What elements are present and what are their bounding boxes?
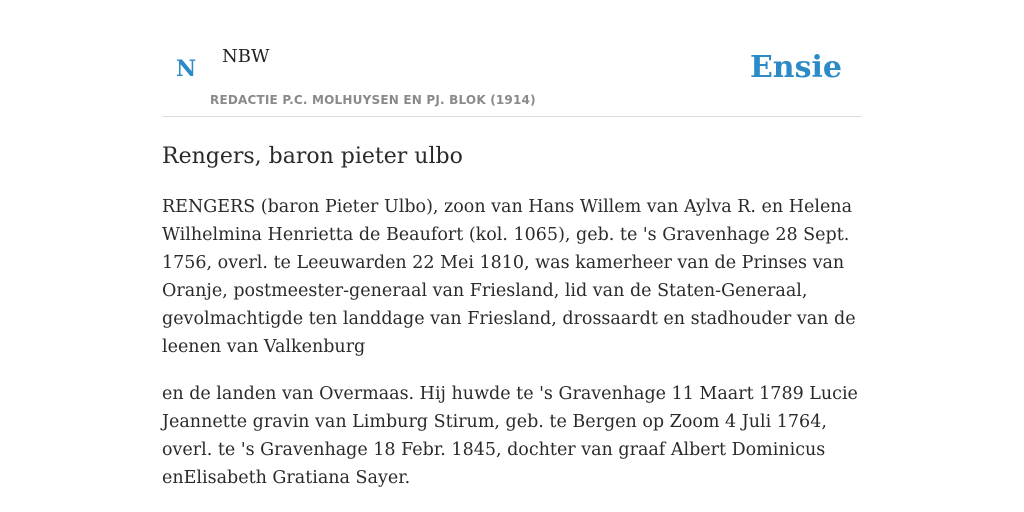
entry-title: Rengers, baron pieter ulbo	[162, 144, 463, 169]
entry-paragraph: RENGERS (baron Pieter Ulbo), zoon van Hans Willem van Aylva R. en Helena Wilhelmina Henrietta de Beaufort (kol. 1065), geb. te 's Gravenhage 28 Sept. 1756, overl. te Leeuwarden 22 Mei 1810, was kamerheer van de Prinses van Oranje, postmeester-generaal van Friesland, lid van de Staten-Generaal, gevolmachtigde ten landdage van Friesland, drossaardt en stadhouder van de leenen van Valkenburg	[162, 197, 856, 357]
source-subtitle: REDACTIE P.C. MOLHUYSEN EN PJ. BLOK (1914)	[210, 93, 536, 107]
source-logo[interactable]: N	[176, 56, 197, 82]
source-header	[162, 0, 862, 117]
page	[162, 0, 862, 492]
entry-paragraph: en de landen van Overmaas. Hij huwde te 's Gravenhage 11 Maart 1789 Lucie Jeannette gravin van Limburg Stirum, geb. te Bergen op Zoom 4 Juli 1764, overl. te 's Gravenhage 18 Febr. 1845, dochter van graaf Albert Dominicus enElisabeth Gratiana Sayer.	[162, 384, 858, 488]
source-title[interactable]: NBW	[222, 46, 270, 67]
brand-logo-link[interactable]: Ensie	[749, 50, 842, 85]
